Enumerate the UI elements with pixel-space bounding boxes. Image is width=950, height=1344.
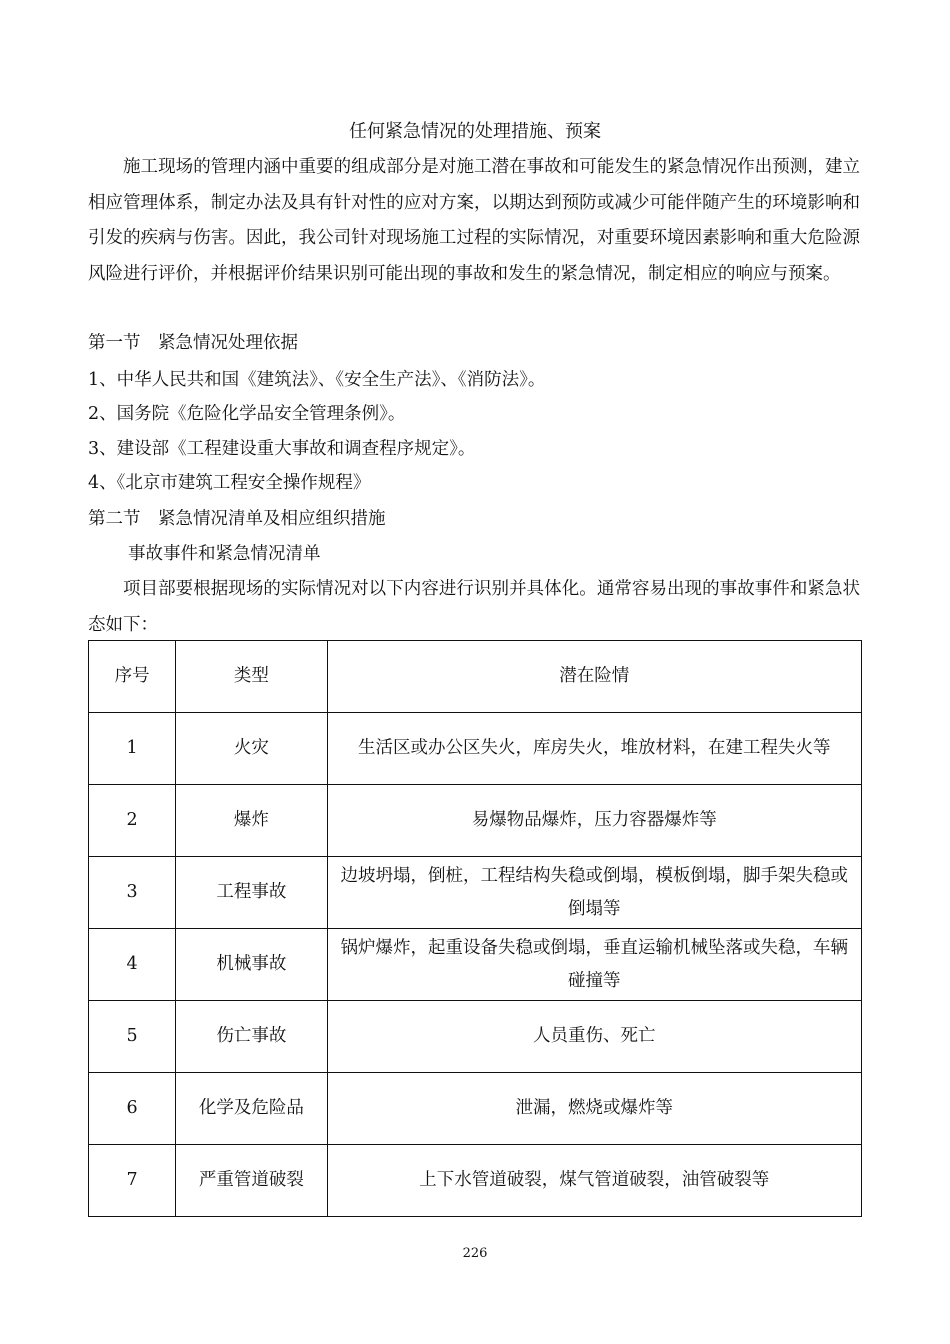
table-row [89,1145,862,1217]
row-hazard: 易爆物品爆炸，压力容器爆炸等 [327,785,861,857]
row-hazard: 锅炉爆炸，起重设备失稳或倒塌，垂直运输机械坠落或失稳，车辆碰撞等 [327,929,861,1001]
page-title: 任何紧急情况的处理措施、预案 [349,121,601,142]
table-row [89,1073,862,1145]
row-index: 4 [89,929,176,1001]
row-index: 2 [89,785,176,857]
section-1-heading: 第一节 紧急情况处理依据 [88,333,298,353]
row-type: 机械事故 [176,929,327,1001]
header-index: 序号 [89,641,176,713]
row-type: 爆炸 [176,785,327,857]
header-hazard: 潜在险情 [327,641,861,713]
row-hazard: 上下水管道破裂，煤气管道破裂，油管破裂等 [327,1145,861,1217]
section-2-paragraph: 项目部要根据现场的实际情况对以下内容进行识别并具体化。通常容易出现的事故事件和紧急状态如下： [88,579,860,635]
page-number: 226 [462,1246,488,1261]
section-2-heading: 第二节 紧急情况清单及相应组织措施 [88,509,386,529]
table-row [89,785,862,857]
row-hazard: 泄漏，燃烧或爆炸等 [327,1073,861,1145]
table-row [89,1001,862,1073]
basis-item-1: 1、中华人民共和国《建筑法》、《安全生产法》、《消防法》。 [88,370,546,390]
row-hazard: 生活区或办公区失火，库房失火，堆放材料，在建工程失火等 [327,713,861,785]
basis-item-4: 4、《北京市建筑工程安全操作规程》 [88,473,371,493]
row-type: 伤亡事故 [176,1001,327,1073]
row-index: 7 [89,1145,176,1217]
intro-paragraph: 施工现场的管理内涵中重要的组成部分是对施工潜在事故和可能发生的紧急情况作出预测，建立相应管理体系，制定办法及具有针对性的应对方案，以期达到预防或减少可能伴随产生的环境影响和引发的疾病与伤害。因此，我公司针对现场施工过程的实际情况，对重要环境因素影响和重大危险源风险进行评价，并根据评价结果识别可能出现的事故和发生的紧急情况，制定相应的响应与预案。 [88,157,860,284]
row-index: 1 [89,713,176,785]
row-index: 5 [89,1001,176,1073]
emergency-table [88,640,862,1217]
section-2-subheading: 事故事件和紧急情况清单 [128,544,321,564]
table-row [89,929,862,1001]
row-index: 6 [89,1073,176,1145]
row-type: 工程事故 [176,857,327,929]
table-row [89,857,862,929]
basis-item-3: 3、建设部《工程建设重大事故和调查程序规定》。 [88,439,476,459]
row-type: 严重管道破裂 [176,1145,327,1217]
header-type: 类型 [176,641,327,713]
row-hazard: 边坡坍塌，倒桩，工程结构失稳或倒塌，模板倒塌，脚手架失稳或倒塌等 [327,857,861,929]
table-header-row [89,641,862,713]
row-index: 3 [89,857,176,929]
basis-item-2: 2、国务院《危险化学品安全管理条例》。 [88,404,406,424]
row-hazard: 人员重伤、死亡 [327,1001,861,1073]
row-type: 火灾 [176,713,327,785]
table-row [89,713,862,785]
row-type: 化学及危险品 [176,1073,327,1145]
